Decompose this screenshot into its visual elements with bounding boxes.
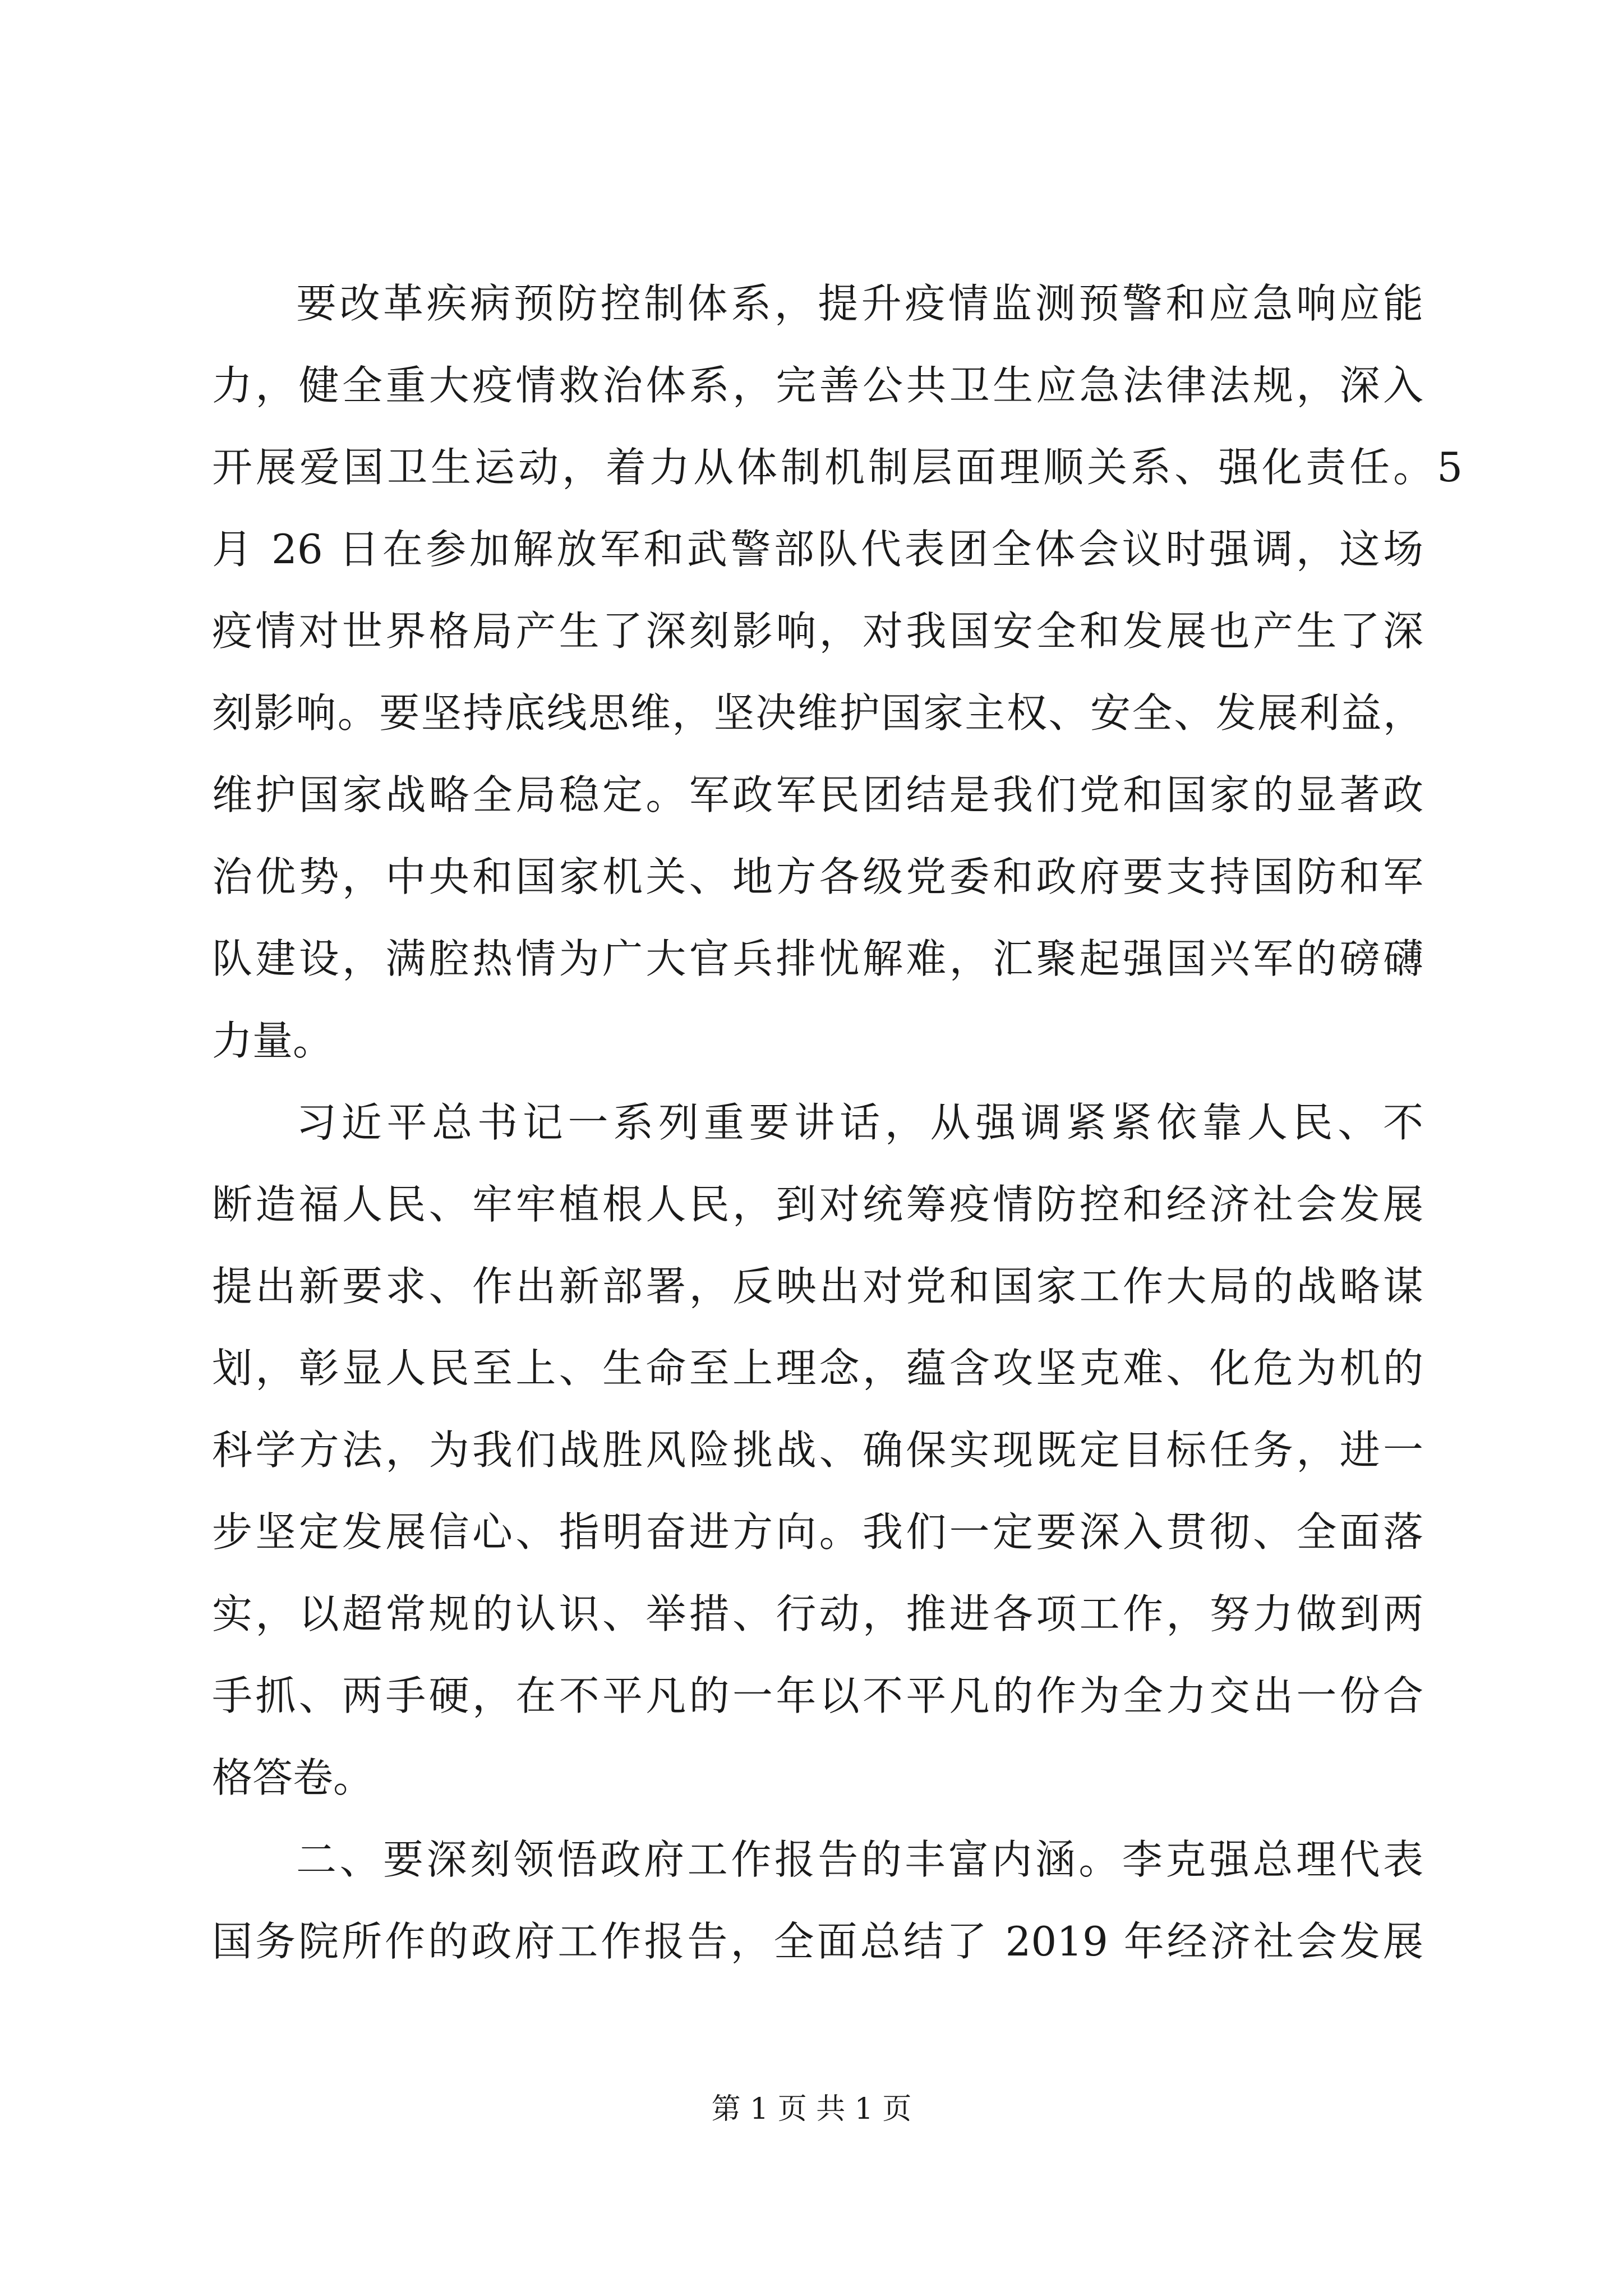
text-line: 步坚定发展信心、指明奋进方向。我们一定要深入贯彻、全面落	[212, 1508, 1423, 1556]
text-line: 实，以超常规的认识、举措、行动，推进各项工作，努力做到两	[212, 1590, 1423, 1637]
text-line: 疫情对世界格局产生了深刻影响，对我国安全和发展也产生了深	[212, 608, 1423, 655]
text-line: 科学方法，为我们战胜风险挑战、确保实现既定目标任务，进一	[212, 1427, 1423, 1474]
document-body	[212, 263, 1463, 1982]
text-line: 开展爱国卫生运动，着力从体制机制层面理顺关系、强化责任。5	[212, 444, 1463, 491]
text-line: 国务院所作的政府工作报告，全面总结了 2019 年经济社会发展	[212, 1918, 1423, 1965]
text-line: 要改革疾病预防控制体系，提升疫情监测预警和应急响应能	[296, 280, 1423, 327]
text-line: 刻影响。要坚持底线思维，坚决维护国家主权、安全、发展利益，	[212, 689, 1423, 737]
text-line: 队建设，满腔热情为广大官兵排忧解难，汇聚起强国兴军的磅礴	[212, 935, 1423, 982]
text-line: 提出新要求、作出新部署，反映出对党和国家工作大局的战略谋	[212, 1263, 1423, 1310]
text-line: 二、要深刻领悟政府工作报告的丰富内涵。李克强总理代表	[296, 1836, 1423, 1883]
text-line: 断造福人民、牢牢植根人民，到对统筹疫情防控和经济社会发展	[212, 1181, 1423, 1228]
text-line: 维护国家战略全局稳定。军政军民团结是我们党和国家的显著政	[212, 771, 1423, 818]
text-line: 习近平总书记一系列重要讲话，从强调紧紧依靠人民、不	[296, 1099, 1423, 1146]
text-line: 月 26 日在参加解放军和武警部队代表团全体会议时强调，这场	[212, 526, 1423, 573]
text-line: 力，健全重大疫情救治体系，完善公共卫生应急法律法规，深入	[212, 362, 1423, 409]
text-line: 力量。	[212, 1017, 334, 1064]
text-line: 格答卷。	[212, 1754, 374, 1801]
page-number-footer: 第 1 页 共 1 页	[711, 2092, 912, 2126]
text-line: 手抓、两手硬，在不平凡的一年以不平凡的作为全力交出一份合	[212, 1672, 1423, 1719]
text-line: 划，彰显人民至上、生命至上理念，蕴含攻坚克难、化危为机的	[212, 1345, 1423, 1392]
text-line: 治优势，中央和国家机关、地方各级党委和政府要支持国防和军	[212, 853, 1423, 900]
